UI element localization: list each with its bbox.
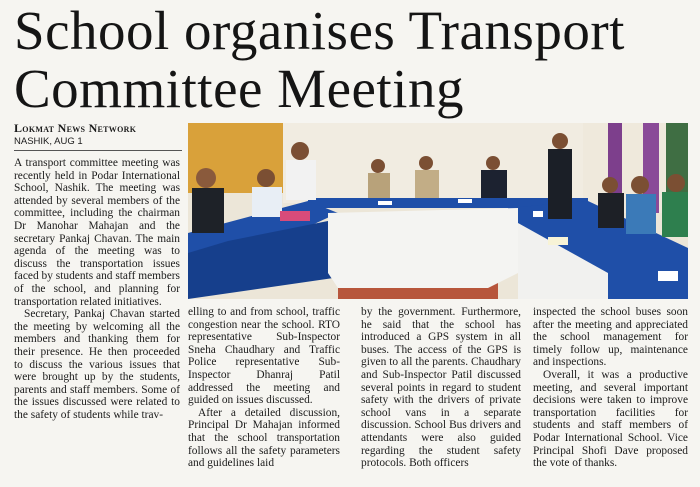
article-column-3 — [361, 306, 521, 487]
meeting-photo — [188, 123, 688, 299]
paragraph: After a detailed discussion, Principal Dr Mahajan informed that the school transportation follows all the safety parameters and guidelines laid — [188, 406, 340, 470]
paragraph: A transport committee meeting was recently held in Podar International School, Nashik. The meeting was attended by several members of the committee, including the chairman Dr Manohar Mahajan and the secretary Pankaj Chavan. The main agenda of the meeting was to discuss the transportation issues faced by students and staff members of the school, and planning for transportation related initiatives. — [14, 157, 180, 308]
byline-divider — [14, 150, 182, 151]
byline — [14, 122, 184, 148]
paragraph: Overall, it was a productive meeting, and several important decisions were taken to improve transportation facilities for students and staff members of Podar International School. Vice Principal Shofi Dave proposed the vote of thanks. — [533, 368, 688, 470]
paragraph: Secretary, Pankaj Chavan started the meeting by welcoming all the members and thanking them for their presence. He then proceeded to discuss the various issues that were brought up by the students, parents and staff members. Some of the issues discussed were related to the safety of students while trav- — [14, 308, 180, 421]
paragraph: inspected the school buses soon after the meeting and appreciated the school management for timely follow up, maintenance and inspections. — [533, 306, 688, 369]
paragraph: by the government. Furthermore, he said that the school has introduced a GPS system in all buses. The access of the GPS is given to all the parents. Chaudhary and Sub-Inspector Patil discussed several points in regard to student safety with the drivers of private school vans in a separate discussion. School Bus drivers and attendants were also guided regarding the student safety protocols. Both officers — [361, 306, 521, 470]
meeting-photo-illustration — [188, 123, 688, 299]
article-column-2 — [188, 306, 340, 487]
news-agency: Lokmat News Network — [14, 121, 137, 135]
headline: School organises Transport Committee Meeting — [14, 0, 625, 119]
paragraph: elling to and from school, traffic congestion near the school. RTO representative Sub-Inspector Sneha Chaudhary and Traffic Police representative Sub-Inspector Dhanraj Patil addressed the meeting and guided on issues discussed. — [188, 306, 340, 407]
article-column-4 — [533, 306, 688, 487]
dateline: NASHIK, AUG 1 — [14, 136, 83, 147]
article-column-1 — [14, 157, 180, 487]
